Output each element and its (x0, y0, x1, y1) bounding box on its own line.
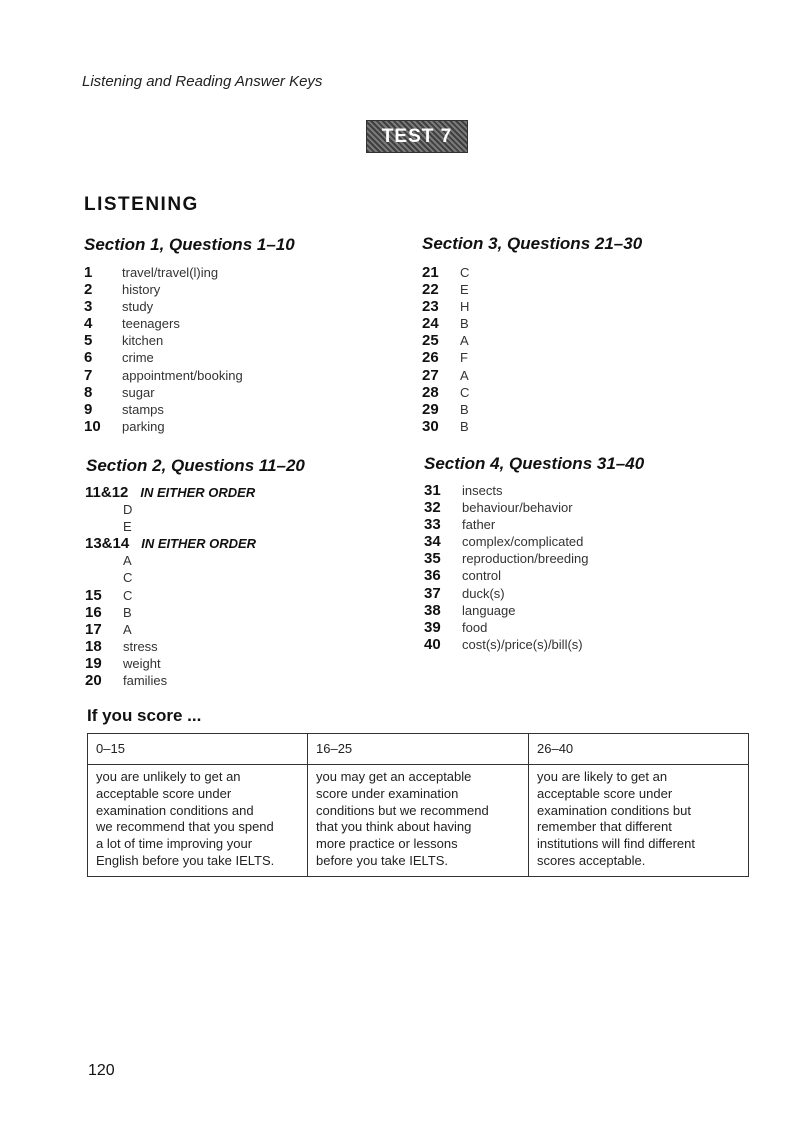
advice-line: examination conditions but (537, 802, 691, 818)
question-number: 7 (84, 366, 93, 384)
answer-row (85, 501, 256, 518)
question-number: 18 (85, 637, 102, 655)
advice-line: before you take IELTS. (316, 852, 448, 868)
test-badge: TEST 7 (366, 120, 468, 153)
question-number: 23 (422, 298, 439, 316)
answer-text: cost(s)/price(s)/bill(s) (462, 636, 583, 652)
answer-text: F (460, 350, 468, 366)
answer-text: parking (122, 418, 165, 434)
answer-text: stamps (122, 401, 164, 417)
answer-text: C (460, 384, 470, 400)
advice-line: you may get an acceptable (316, 769, 472, 784)
answer-row (422, 264, 469, 281)
answer-row (84, 264, 243, 281)
question-number: 9 (84, 400, 93, 418)
answer-row (85, 552, 256, 569)
answer-row (85, 535, 256, 552)
score-advice-cell (308, 765, 529, 876)
question-number: 40 (424, 635, 441, 653)
advice-line: acceptable score under (537, 785, 673, 801)
answer-row (85, 518, 256, 535)
answer-text: A (123, 621, 132, 637)
answer-row (85, 604, 256, 621)
listening-heading: LISTENING (84, 194, 199, 215)
advice-line: a lot of time improving your (96, 836, 253, 852)
section2-answer-list (85, 484, 256, 689)
advice-line: institutions will find different (537, 836, 696, 852)
question-number: 39 (424, 618, 441, 636)
answer-text: father (462, 517, 496, 533)
question-number: 24 (422, 315, 439, 333)
answer-row (424, 516, 588, 533)
answer-text: A (123, 553, 132, 569)
question-number: 33 (424, 516, 441, 534)
answer-row (84, 349, 243, 366)
answer-row (84, 332, 243, 349)
answer-row (85, 621, 256, 638)
advice-line: acceptable score under (96, 785, 232, 801)
answer-row (84, 367, 243, 384)
answer-row (424, 499, 588, 516)
question-number: 11&12 (85, 484, 129, 501)
answer-row (424, 533, 588, 550)
question-number: 25 (422, 332, 439, 350)
score-table (87, 733, 749, 877)
answer-text: B (460, 418, 469, 434)
answer-text: weight (123, 655, 161, 671)
advice-line: that you think about having (316, 819, 472, 835)
either-order-note: IN EITHER ORDER (141, 536, 257, 552)
question-number: 36 (424, 567, 441, 585)
answer-row (84, 401, 243, 418)
answer-row (85, 672, 256, 689)
question-number: 35 (424, 550, 441, 568)
score-range-header: 16–25 (308, 734, 529, 765)
score-heading: If you score ... (87, 706, 202, 725)
question-number: 15 (85, 586, 102, 604)
answer-text: sugar (122, 384, 155, 400)
question-number: 6 (84, 349, 93, 367)
advice-line: you are unlikely to get an (96, 769, 241, 784)
question-number: 32 (424, 499, 441, 517)
answer-row (424, 636, 588, 653)
advice-line: examination conditions and (96, 802, 254, 818)
page-number: 120 (88, 1062, 115, 1079)
answer-text: E (460, 282, 469, 298)
question-number: 20 (85, 672, 102, 690)
question-number: 5 (84, 332, 93, 350)
score-advice-cell (88, 765, 308, 876)
answer-text: D (123, 502, 133, 518)
answer-row (422, 384, 469, 401)
answer-text: E (123, 519, 132, 535)
answer-text: food (462, 619, 488, 635)
question-number: 19 (85, 654, 102, 672)
question-number: 3 (84, 298, 93, 316)
answer-text: insects (462, 483, 503, 498)
advice-line: score under examination (316, 785, 459, 801)
question-number: 8 (84, 383, 93, 401)
answer-text: B (460, 316, 469, 332)
question-number: 30 (422, 417, 439, 435)
advice-line: English before you take IELTS. (96, 852, 275, 868)
answer-text: control (462, 568, 502, 584)
question-number: 10 (84, 417, 101, 435)
question-number: 17 (85, 620, 102, 638)
question-number: 34 (424, 533, 441, 551)
question-number: 37 (424, 584, 441, 602)
answer-row (84, 384, 243, 401)
section4-title: Section 4, Questions 31–40 (424, 454, 645, 473)
advice-line: we recommend that you spend (96, 819, 274, 835)
question-number: 21 (422, 264, 439, 281)
answer-text: behaviour/behavior (462, 500, 573, 516)
answer-text: B (123, 604, 132, 620)
question-number: 31 (424, 482, 441, 499)
answer-row (85, 484, 256, 501)
answer-text: families (123, 673, 168, 689)
running-head: Listening and Reading Answer Keys (82, 73, 323, 90)
question-number: 16 (85, 603, 102, 621)
answer-row (84, 315, 243, 332)
answer-text: C (460, 265, 470, 280)
section4-answer-list (424, 482, 588, 653)
score-range-header: 26–40 (529, 734, 748, 765)
answer-text: reproduction/breeding (462, 551, 589, 567)
answer-row (422, 281, 469, 298)
answer-row (422, 401, 469, 418)
answer-text: crime (122, 350, 154, 366)
answer-row (84, 281, 243, 298)
section1-answer-list (84, 264, 243, 435)
answer-row (424, 550, 588, 567)
answer-text: history (122, 282, 161, 298)
section3-title: Section 3, Questions 21–30 (422, 234, 643, 253)
question-number: 4 (84, 315, 93, 333)
question-number: 27 (422, 366, 439, 384)
answer-row (424, 602, 588, 619)
answer-row (85, 587, 256, 604)
section3-answer-list (422, 264, 469, 435)
answer-text: study (122, 299, 154, 315)
question-number: 1 (84, 264, 93, 281)
answer-row (422, 418, 469, 435)
question-number: 26 (422, 349, 439, 367)
answer-text: A (460, 367, 469, 383)
answer-row (424, 619, 588, 636)
answer-text: B (460, 401, 469, 417)
answer-text: appointment/booking (122, 367, 243, 383)
score-advice-cell (529, 765, 748, 876)
question-number: 2 (84, 281, 93, 299)
answer-row (424, 585, 588, 602)
answer-text: kitchen (122, 333, 164, 349)
answer-row (422, 332, 469, 349)
answer-text: teenagers (122, 316, 180, 332)
answer-text: C (123, 587, 133, 603)
answer-text: C (123, 570, 133, 586)
advice-line: you are likely to get an (537, 769, 668, 784)
answer-text: H (460, 299, 470, 315)
answer-text: A (460, 333, 469, 349)
either-order-note: IN EITHER ORDER (140, 485, 256, 500)
answer-row (85, 655, 256, 672)
question-number: 22 (422, 281, 439, 299)
answer-text: language (462, 602, 516, 618)
advice-line: conditions but we recommend (316, 802, 489, 818)
question-number: 13&14 (85, 535, 130, 553)
score-range-header: 0–15 (88, 734, 308, 765)
advice-line: scores acceptable. (537, 852, 646, 868)
question-number: 38 (424, 601, 441, 619)
section1-title: Section 1, Questions 1–10 (84, 235, 295, 254)
answer-row (422, 349, 469, 366)
answer-row (84, 418, 243, 435)
question-number: 29 (422, 400, 439, 418)
answer-row (85, 569, 256, 586)
answer-row (424, 567, 588, 584)
question-number: 28 (422, 383, 439, 401)
answer-row (85, 638, 256, 655)
answer-row (422, 315, 469, 332)
answer-row (422, 367, 469, 384)
answer-text: complex/complicated (462, 534, 584, 550)
advice-line: remember that different (537, 819, 672, 835)
answer-row (422, 298, 469, 315)
answer-row (84, 298, 243, 315)
answer-row (424, 482, 588, 499)
section2-title: Section 2, Questions 11–20 (86, 456, 305, 475)
answer-text: travel/travel(l)ing (122, 265, 219, 280)
answer-text: duck(s) (462, 585, 505, 601)
answer-text: stress (123, 638, 158, 654)
advice-line: more practice or lessons (316, 836, 458, 852)
